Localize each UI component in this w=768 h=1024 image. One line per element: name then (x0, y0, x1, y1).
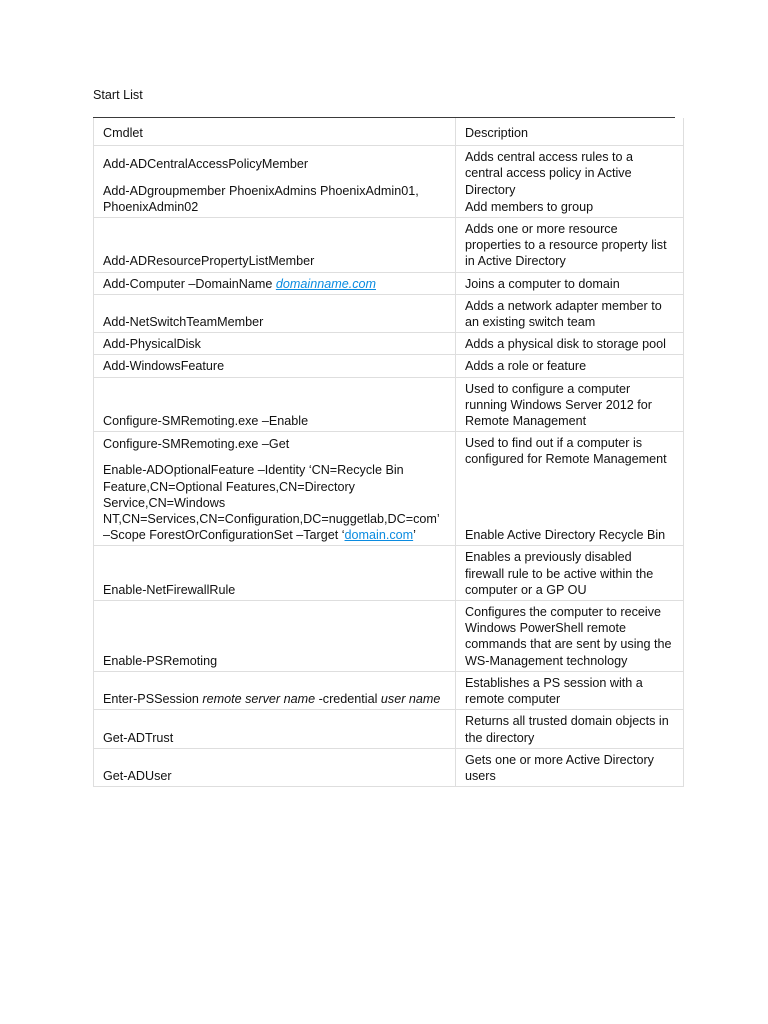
cmdlet-cell (94, 671, 456, 709)
table-row (94, 355, 684, 377)
cmdlet-text (103, 183, 446, 215)
column-header-cmdlet: Cmdlet (94, 118, 456, 146)
table-row (94, 601, 684, 672)
cmdlet-text-part: Configure-SMRemoting.exe –Enable (103, 414, 309, 429)
cmdlet-cell (94, 218, 456, 273)
cmdlet-text (103, 314, 446, 330)
table-row (94, 710, 684, 748)
description-cell (456, 355, 684, 377)
description-cell (456, 432, 684, 546)
cmdlet-cell (94, 710, 456, 748)
description-text: Joins a computer to domain (465, 276, 620, 291)
cmdlet-cell (94, 377, 456, 432)
cmdlet-text-part: Add-WindowsFeature (103, 359, 225, 374)
table-row (94, 546, 684, 601)
cmdlet-cell (94, 272, 456, 294)
cmdlet-text (103, 358, 446, 374)
cmdlet-text-part: Add-NetSwitchTeamMember (103, 315, 264, 330)
cmdlet-cell (94, 294, 456, 332)
domain-link[interactable]: domainname.com (275, 276, 376, 291)
description-cell (456, 218, 684, 273)
table-row (94, 671, 684, 709)
table-row (94, 377, 684, 432)
table-row (94, 432, 684, 546)
cmdlet-text-part: Add-ADgroupmember PhoenixAdmins PhoenixAdmin01, PhoenixAdmin02 (103, 183, 419, 214)
description-cell (456, 377, 684, 432)
description-text: Enable Active Directory Recycle Bin (465, 528, 666, 543)
description-text: Gets one or more Active Directory users (465, 752, 654, 783)
description-text: Adds a network adapter member to an existing switch team (465, 298, 662, 330)
cmdlet-text-part: Enable-PSRemoting (103, 653, 218, 668)
cmdlet-text (103, 276, 446, 292)
description-cell (456, 272, 684, 294)
description-text: Adds a physical disk to storage pool (465, 337, 666, 352)
cmdlet-text (103, 253, 446, 269)
description-text: Adds a role or feature (465, 359, 587, 374)
cmdlet-text-part: Add-ADCentralAccessPolicyMember (103, 157, 309, 172)
cmdlet-cell (94, 546, 456, 601)
description-cell (456, 710, 684, 748)
description-cell (456, 146, 684, 218)
description-text: Establishes a PS session with a remote computer (465, 675, 643, 707)
cmdlet-text-part: -credential (315, 692, 381, 707)
cmdlet-cell (94, 601, 456, 672)
cmdlet-text (103, 462, 446, 543)
cmdlet-cell (94, 748, 456, 786)
cmdlet-cell (94, 355, 456, 377)
cmdlet-text-part: Configure-SMRemoting.exe –Get (103, 437, 290, 452)
cmdlet-text (103, 336, 446, 352)
cmdlet-text-part: Add-ADResourcePropertyListMember (103, 254, 315, 269)
description-text: Returns all trusted domain objects in the directory (465, 714, 669, 745)
table-row (94, 272, 684, 294)
description-cell (456, 333, 684, 355)
description-text: Used to configure a computer running Windows Server 2012 for Remote Management (465, 381, 652, 429)
page-title: Start List (93, 88, 143, 102)
description-cell (456, 748, 684, 786)
cmdlet-text-part: Enable-NetFirewallRule (103, 582, 236, 597)
cmdlet-text-part: ’ (413, 528, 416, 543)
table-row (94, 218, 684, 273)
description-cell (456, 601, 684, 672)
cmdlet-text (103, 156, 446, 172)
table-row (94, 294, 684, 332)
parameter-placeholder: remote server name (202, 692, 316, 707)
cmdlet-text-part: Add-PhysicalDisk (103, 337, 201, 352)
description-cell (456, 546, 684, 601)
cmdlet-text-part: Enter-PSSession (103, 692, 203, 707)
cmdlet-text (103, 768, 446, 784)
column-header-description: Description (456, 118, 684, 146)
description-cell (456, 294, 684, 332)
cmdlet-text (103, 413, 446, 429)
cmdlet-text (103, 436, 446, 452)
cmdlet-text (103, 691, 446, 707)
description-text: Add members to group (465, 199, 594, 214)
cmdlet-text-part: Enable-ADOptionalFeature –Identity ‘CN=Recycle Bin Feature,CN=Optional Features,CN=Directory Service,CN=Windows NT,CN=Services,CN=Configuration,DC=nuggetlab,DC=com’ –Scope ForestOrConfigurationSet –Target ‘ (103, 463, 440, 543)
description-text: Used to find out if a computer is configured for Remote Management (465, 436, 667, 467)
cmdlet-text (103, 582, 446, 598)
description-text: Configures the computer to receive Windows PowerShell remote commands that are sent by using the WS-Management technology (465, 605, 672, 668)
cmdlet-text-part: Add-Computer –DomainName (103, 276, 276, 291)
table-row (94, 333, 684, 355)
cmdlet-cell (94, 432, 456, 546)
table-row (94, 748, 684, 786)
cmdlet-table (93, 118, 684, 787)
description-cell (456, 671, 684, 709)
cmdlet-text (103, 653, 446, 669)
cmdlet-cell (94, 146, 456, 218)
description-text: Adds central access rules to a central access policy in Active Directory (465, 150, 633, 197)
parameter-placeholder: user name (380, 692, 441, 707)
cmdlet-text-part: Get-ADUser (103, 768, 172, 783)
cmdlet-text-part: Get-ADTrust (103, 730, 174, 745)
description-text: Enables a previously disabled firewall rule to be active within the computer or a GP OU (465, 550, 654, 597)
description-text: Adds one or more resource properties to a resource property list in Active Directory (465, 222, 667, 269)
cmdlet-cell (94, 333, 456, 355)
domain-link[interactable]: domain.com (344, 528, 414, 543)
cmdlet-text (103, 730, 446, 746)
table-row (94, 146, 684, 218)
table-header-row (94, 118, 684, 146)
